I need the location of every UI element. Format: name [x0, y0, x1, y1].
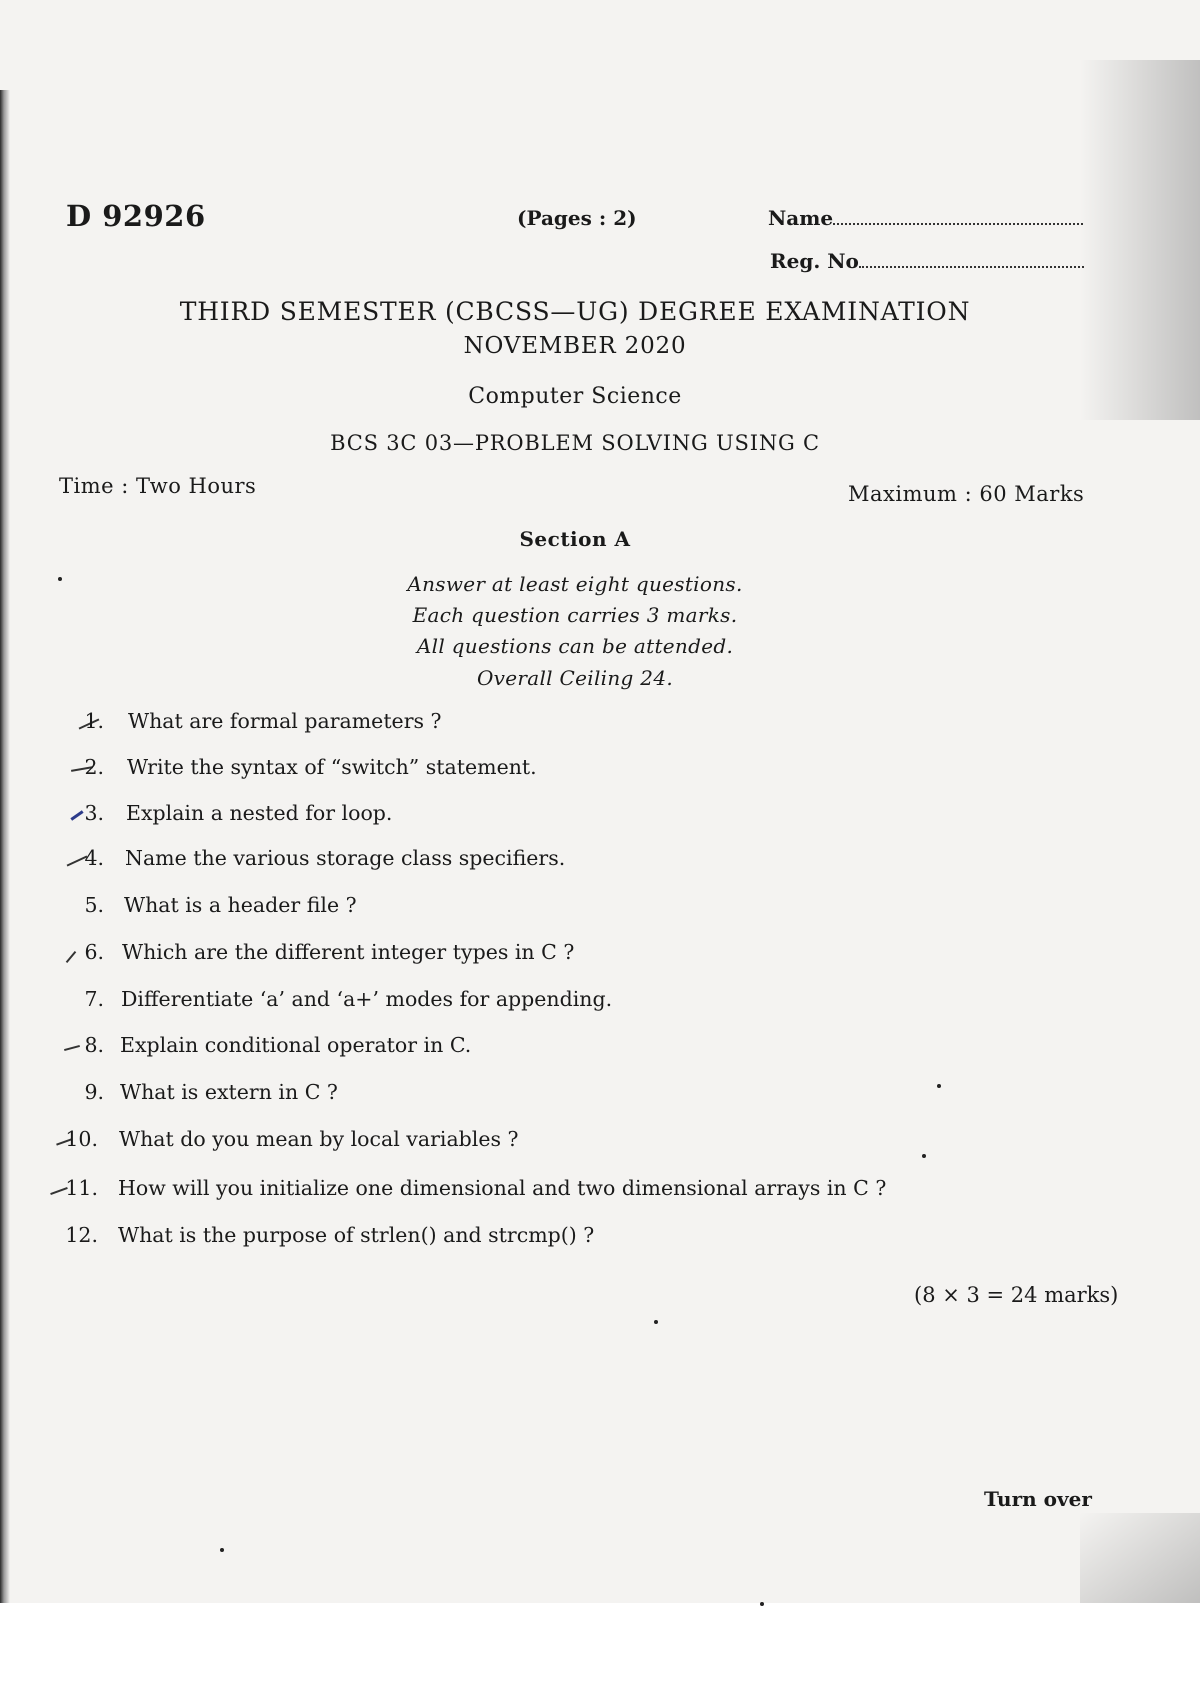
question-text: Which are the different integer types in C ?	[122, 940, 575, 964]
question-item	[0, 1223, 1150, 1253]
scan-speck	[760, 1602, 764, 1606]
question-text: What is the purpose of strlen() and strcmp() ?	[118, 1223, 595, 1247]
instruction-line: Overall Ceiling 24.	[476, 666, 674, 690]
question-item	[0, 801, 1150, 831]
question-number: 3.	[84, 801, 104, 825]
subject: Computer Science	[468, 384, 682, 409]
marks-summary: (8 × 3 = 24 marks)	[914, 1283, 1119, 1307]
question-text: Differentiate ‘a’ and ‘a+’ modes for appending.	[121, 987, 613, 1011]
question-text: How will you initialize one dimensional and two dimensional arrays in C ?	[118, 1176, 887, 1200]
question-number: 8.	[84, 1033, 104, 1057]
exam-session: NOVEMBER 2020	[463, 333, 687, 359]
question-text: Write the syntax of “switch” statement.	[127, 755, 537, 779]
scan-speck	[220, 1548, 224, 1552]
instruction-line: Answer at least eight questions.	[407, 572, 743, 596]
time-allowed: Time : Two Hours	[59, 474, 257, 498]
instruction-line: All questions can be attended.	[416, 634, 734, 658]
question-number: 9.	[84, 1080, 104, 1104]
page-count: (Pages : 2)	[517, 206, 637, 230]
question-text: What do you mean by local variables ?	[119, 1127, 519, 1151]
scan-speck	[58, 577, 62, 581]
paper-title: BCS 3C 03—PROBLEM SOLVING USING C	[330, 431, 820, 455]
turn-over-note: Turn over	[984, 1487, 1092, 1511]
question-item	[0, 846, 1150, 876]
question-item	[0, 1033, 1150, 1063]
scan-speck	[937, 1084, 941, 1088]
question-text: What are formal parameters ?	[128, 709, 442, 733]
maximum-marks: Maximum : 60 Marks	[848, 482, 1085, 506]
question-item	[0, 940, 1150, 970]
section-heading: Section A	[519, 527, 631, 551]
name-dotted-line	[833, 207, 1083, 225]
question-item	[0, 1080, 1150, 1110]
scan-shadow-corner	[1080, 1513, 1200, 1603]
question-item	[0, 987, 1150, 1017]
question-text: Explain conditional operator in C.	[120, 1033, 472, 1057]
scan-speck	[654, 1320, 658, 1324]
question-item	[0, 893, 1150, 923]
reg-dotted-line	[859, 250, 1084, 268]
question-item	[0, 709, 1150, 739]
question-item	[0, 755, 1150, 785]
question-text: What is extern in C ?	[120, 1080, 338, 1104]
question-text: What is a header file ?	[124, 893, 357, 917]
question-number: 4.	[84, 846, 104, 870]
question-number: 6.	[84, 940, 104, 964]
question-text: Explain a nested for loop.	[126, 801, 393, 825]
reg-label: Reg. No	[770, 249, 859, 273]
question-number: 12.	[65, 1223, 98, 1247]
instruction-line: Each question carries 3 marks.	[412, 603, 738, 627]
paper-code: D 92926	[66, 199, 206, 233]
scan-bottom-margin	[0, 1603, 1200, 1698]
question-number: 10.	[65, 1127, 98, 1151]
exam-title: THIRD SEMESTER (CBCSS—UG) DEGREE EXAMINATION	[179, 297, 971, 326]
scan-shadow-right	[1080, 60, 1200, 420]
name-field	[768, 206, 1083, 230]
scan-speck	[922, 1154, 926, 1158]
question-number: 5.	[84, 893, 104, 917]
name-label: Name	[768, 206, 834, 230]
reg-field	[770, 249, 1084, 273]
question-number: 11.	[65, 1176, 98, 1200]
question-number: 1.	[84, 709, 104, 733]
question-item	[0, 1176, 1150, 1206]
question-text: Name the various storage class specifiers.	[125, 846, 566, 870]
question-number: 2.	[84, 755, 104, 779]
question-number: 7.	[84, 987, 104, 1011]
question-item	[0, 1127, 1150, 1157]
